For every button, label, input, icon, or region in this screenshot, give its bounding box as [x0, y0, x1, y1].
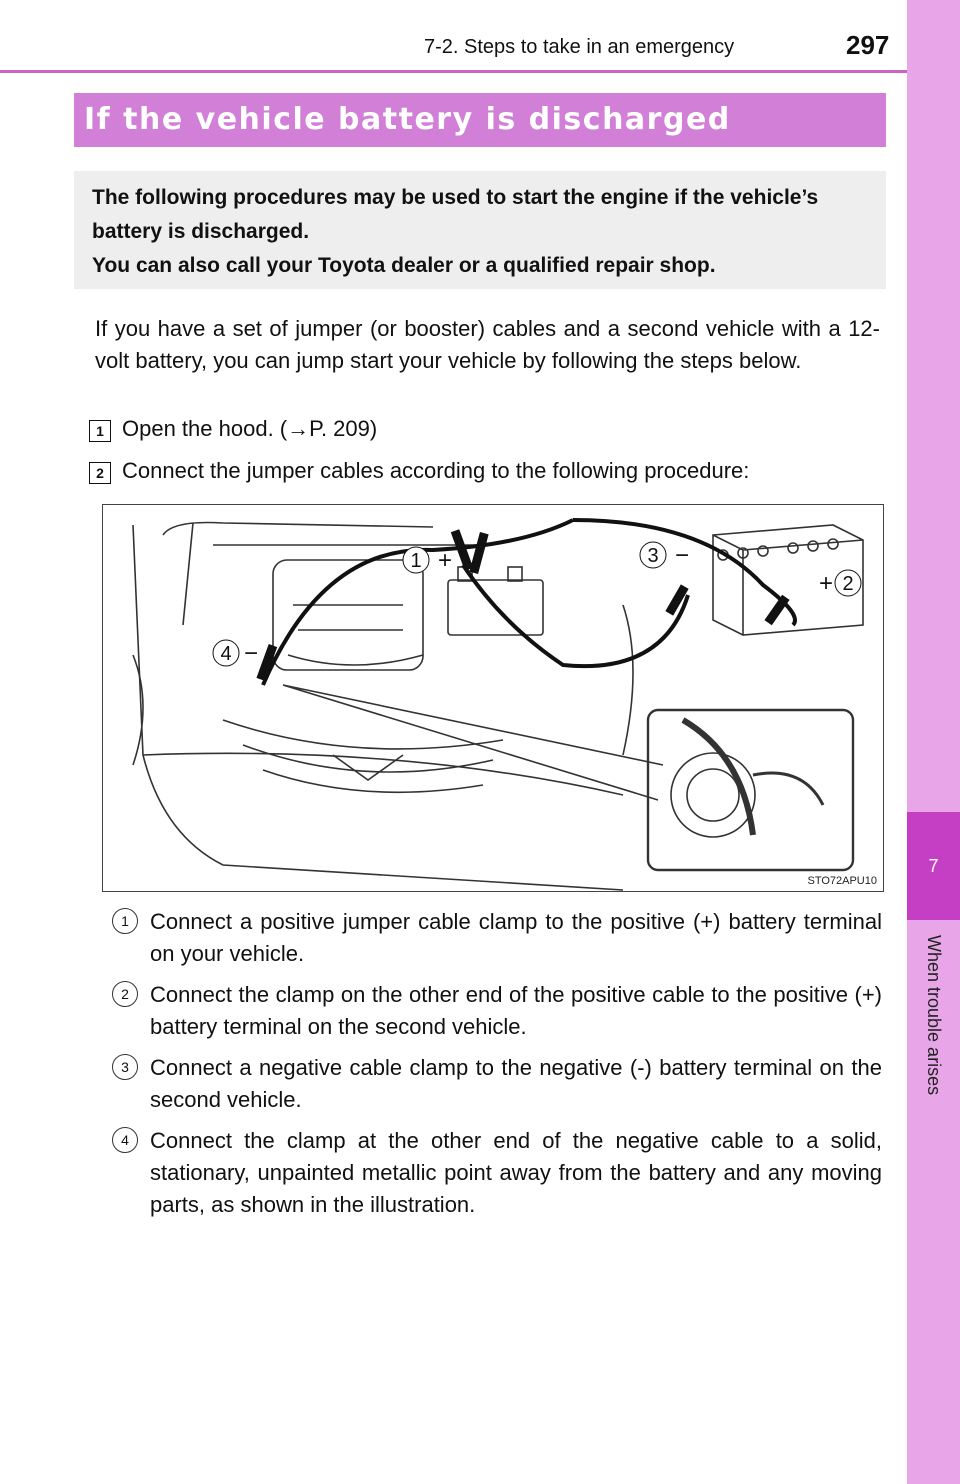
- sub-step-number-2: 2: [112, 981, 138, 1007]
- chapter-title: When trouble arises: [924, 935, 944, 1096]
- step-number-1: 1: [89, 420, 111, 442]
- callout-label-3: 3: [647, 545, 659, 567]
- sub-step-number-3: 3: [112, 1054, 138, 1080]
- running-header: 7-2. Steps to take in an emergency: [424, 36, 735, 58]
- callout-plus-1: +: [438, 547, 453, 574]
- summary-line-2: You can also call your Toyota dealer or a qualified repair shop.: [92, 254, 716, 277]
- callout-label-4: 4: [220, 643, 232, 665]
- engine-bay-drawing: [103, 505, 884, 892]
- sub-step-text-2: Connect the clamp on the other end of the positive cable to the positive (+) battery terminal on the second vehicle.: [150, 982, 882, 1039]
- callout-label-1: 1: [410, 550, 422, 572]
- step-number-2: 2: [89, 462, 111, 484]
- intro-paragraph: If you have a set of jumper (or booster) cables and a second vehicle with a 12-volt battery, you can jump start your vehicle by following the steps below.: [95, 316, 880, 373]
- summary-line-1: The following procedures may be used to start the engine if the vehicle’s battery is discharged.: [92, 186, 819, 243]
- sub-step-1: [112, 906, 882, 970]
- sub-step-number-1: 1: [112, 908, 138, 934]
- figure-code: STO72APU10: [807, 875, 877, 887]
- sub-step-4: [112, 1125, 882, 1221]
- chapter-number: 7: [907, 812, 960, 920]
- callout-plus-2: +: [819, 570, 834, 597]
- callout-label-2: 2: [842, 573, 854, 595]
- jump-start-illustration: [102, 504, 884, 892]
- chapter-side-tab: [907, 0, 960, 1484]
- callout-minus-4: −: [244, 640, 259, 667]
- section-title: If the vehicle battery is discharged: [74, 93, 886, 147]
- sub-step-number-4: 4: [112, 1127, 138, 1153]
- step-text-2: Connect the jumper cables according to the following procedure:: [122, 458, 750, 483]
- callout-minus-3: −: [675, 542, 690, 569]
- step-text-1: Open the hood. (→P. 209): [122, 416, 378, 441]
- sub-step-3: [112, 1052, 882, 1116]
- sub-step-2: [112, 979, 882, 1043]
- sub-step-text-4: Connect the clamp at the other end of the negative cable to a solid, stationary, unpainted metallic point away from the battery and any moving parts, as shown in the illustration.: [150, 1128, 882, 1217]
- sub-step-text-3: Connect a negative cable clamp to the negative (-) battery terminal on the second vehicle.: [150, 1055, 882, 1112]
- page-number: 297: [846, 30, 890, 60]
- sub-step-text-1: Connect a positive jumper cable clamp to the positive (+) battery terminal on your vehicle.: [150, 909, 882, 966]
- header-divider: [0, 70, 907, 73]
- summary-box: [74, 171, 886, 289]
